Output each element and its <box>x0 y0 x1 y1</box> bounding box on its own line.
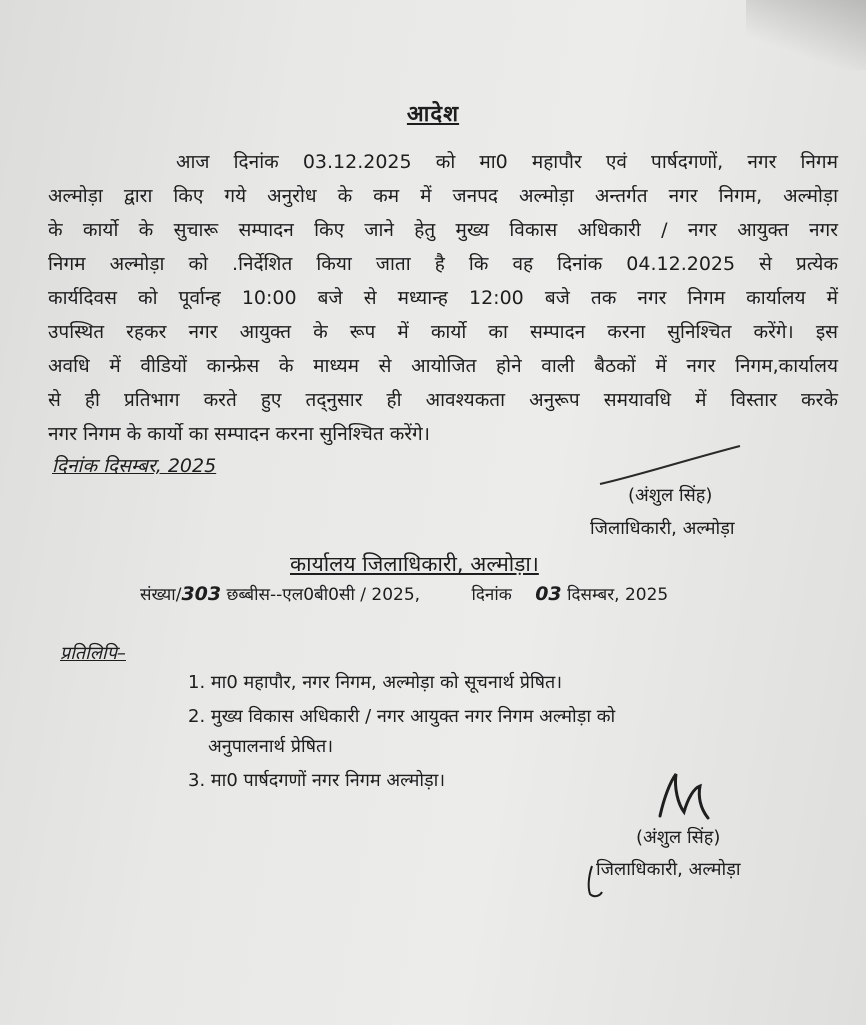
signature-stroke <box>596 438 746 488</box>
signature-mark <box>650 768 720 828</box>
body-line: आज दिनांक 03.12.2025 को मा0 महापौर एवं पार्षदगणों, नगर निगम <box>176 151 838 173</box>
list-item-text: मुख्य विकास अधिकारी / नगर आयुक्त नगर निगम अल्मोड़ा को <box>210 706 616 727</box>
office-heading: कार्यालय जिलाधिकारी, अल्मोड़ा। <box>290 552 539 576</box>
reference-line <box>140 582 668 605</box>
body-line: के कार्यो के सुचारू सम्पादन किए जाने हेतु मुख्य विकास अधिकारी / नगर आयुक्त नगर <box>48 219 838 241</box>
order-date-line: दिनांक दिसम्बर, 2025 <box>52 455 217 477</box>
body-line: से ही प्रतिभाग करते हुए तद्नुसार ही आवश्यकता अनुरूप समयावधि में विस्तार करके <box>48 389 838 411</box>
body-line: उपस्थित रहकर नगर आयुक्त के रूप में कार्यो का सम्पादन करना सुनिश्चित करेंगे। इस <box>48 321 838 343</box>
list-item-number: 2. <box>188 706 206 727</box>
list-item <box>188 668 808 698</box>
body-line: कार्यदिवस को पूर्वान्ह 10:00 बजे से मध्यान्ह 12:00 बजे तक नगर निगम कार्यालय में <box>48 287 838 309</box>
body-line: अल्मोड़ा द्वारा किए गये अनुरोध के कम में जनपद अल्मोड़ा अन्तर्गत नगर निगम, अल्मोड़ा <box>48 185 838 207</box>
signatory-designation: जिलाधिकारी, अल्मोड़ा <box>590 518 735 539</box>
list-item-number: 1. <box>188 672 206 693</box>
signatory-name: (अंशुल सिंह) <box>636 827 721 848</box>
page-corner-shadow <box>746 0 866 70</box>
reference-month-year: दिसम्बर, 2025 <box>567 585 669 605</box>
body-line: नगर निगम के कार्यो का सम्पादन करना सुनिश्चित करेंगे। <box>48 423 430 445</box>
body-line: अवधि में वीडियों कान्फ्रेस के माध्यम से आयोजित होने वाली बैठकों में नगर निगम,कार्यालय <box>48 355 838 377</box>
reference-date-label: दिनांक <box>471 585 512 605</box>
body-line: निगम अल्मोड़ा को .निर्देशित किया जाता है कि वह दिनांक 04.12.2025 से प्रत्येक <box>48 253 838 275</box>
list-item-text: मा0 पार्षदगणों नगर निगम अल्मोड़ा। <box>210 770 446 791</box>
copy-heading: प्रतिलिपि– <box>60 643 126 664</box>
reference-day: 03 <box>535 583 562 605</box>
reference-number: 303 <box>181 583 222 605</box>
list-item-continuation: अनुपालनार्थ प्रेषित। <box>208 736 334 757</box>
list-item-text: मा0 महापौर, नगर निगम, अल्मोड़ा को सूचनार्थ प्रेषित। <box>210 672 563 693</box>
order-body <box>48 148 838 454</box>
signatory-designation: जिलाधिकारी, अल्मोड़ा <box>596 859 741 880</box>
reference-prefix: संख्या/ <box>140 585 182 605</box>
reference-suffix: छब्बीस--एल0बी0सी / 2025, <box>226 585 421 605</box>
signatory-name: (अंशुल सिंह) <box>628 485 713 506</box>
order-title: आदेश <box>406 102 460 127</box>
list-item-number: 3. <box>188 770 206 791</box>
list-item <box>188 702 808 762</box>
